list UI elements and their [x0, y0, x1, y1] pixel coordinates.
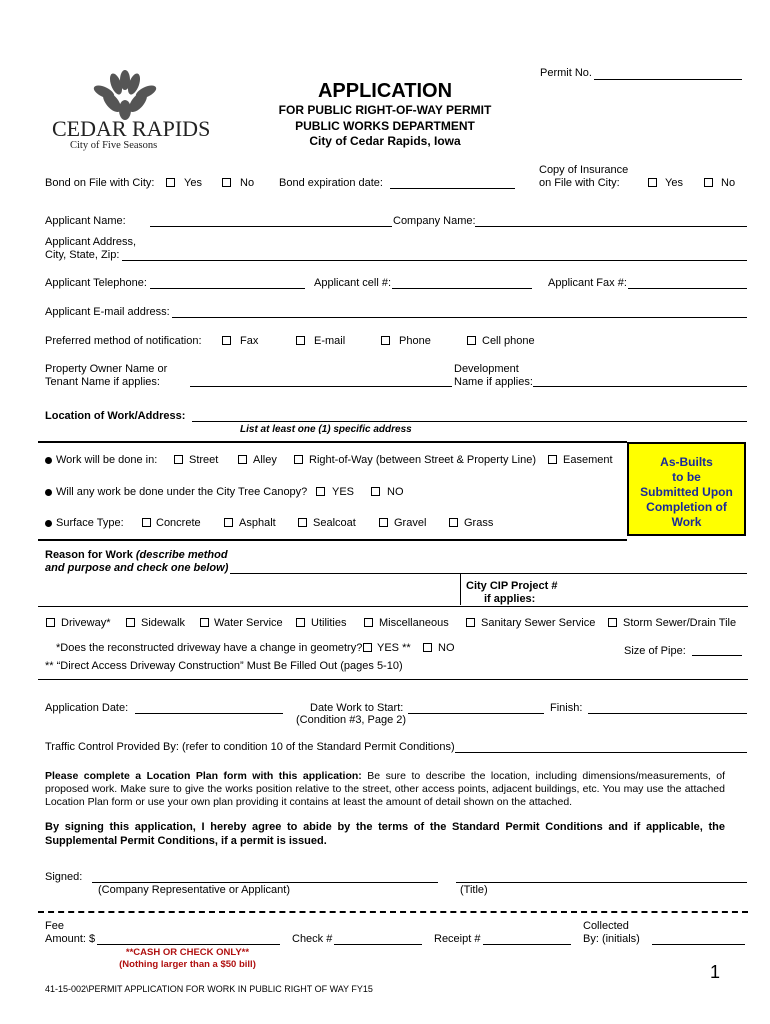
traffic-control-field[interactable] — [455, 752, 747, 753]
reason-separator — [38, 606, 748, 607]
geometry-yes-label: YES ** — [377, 642, 411, 654]
notify-fax-checkbox[interactable] — [222, 336, 231, 345]
owner-label-2: Tenant Name if applies: — [45, 376, 160, 388]
start-date-field[interactable] — [408, 713, 544, 714]
asbuilts-line-2: to be — [672, 470, 701, 484]
applicant-name-label: Applicant Name: — [45, 215, 126, 227]
company-name-label: Company Name: — [393, 215, 476, 227]
surface-asphalt-label: Asphalt — [239, 517, 276, 529]
subtitle-1: FOR PUBLIC RIGHT-OF-WAY PERMIT — [278, 103, 492, 117]
bond-no-checkbox[interactable] — [222, 178, 231, 187]
development-label-1: Development — [454, 363, 519, 375]
reason-utilities-checkbox[interactable] — [296, 618, 305, 627]
reason-sanitary-label: Sanitary Sewer Service — [481, 617, 596, 629]
office-use-dashed-divider — [38, 911, 748, 913]
location-label: Location of Work/Address: — [45, 410, 186, 422]
surface-grass-label: Grass — [464, 517, 494, 529]
address-label-2: City, State, Zip: — [45, 249, 120, 261]
application-date-field[interactable] — [135, 713, 283, 714]
email-field[interactable] — [172, 317, 747, 318]
receipt-field[interactable] — [483, 944, 571, 945]
asbuilts-notice — [627, 442, 746, 536]
bullet-icon — [45, 457, 52, 464]
work-alley-label: Alley — [253, 454, 277, 466]
signature-field[interactable] — [92, 882, 438, 883]
reason-label-2: and purpose and check one below) — [45, 562, 229, 574]
reason-water-label: Water Service — [214, 617, 283, 629]
owner-field[interactable] — [190, 386, 452, 387]
address-field[interactable] — [122, 260, 747, 261]
bond-yes-checkbox[interactable] — [166, 178, 175, 187]
insurance-no-checkbox[interactable] — [704, 178, 713, 187]
reason-utilities-label: Utilities — [311, 617, 347, 629]
applicant-name-field[interactable] — [150, 226, 392, 227]
reason-bottom-separator — [38, 679, 748, 680]
fee-label-1: Fee — [45, 920, 64, 932]
notify-fax-label: Fax — [240, 335, 259, 347]
pipe-size-label: Size of Pipe: — [624, 645, 686, 657]
location-hint: List at least one (1) specific address — [240, 424, 412, 435]
asbuilts-line-1: As-Builts — [660, 455, 713, 469]
reason-sidewalk-label: Sidewalk — [141, 617, 186, 629]
direct-access-note: ** “Direct Access Driveway Construction” Must Be Filled Out (pages 5-10) — [45, 660, 403, 672]
start-date-label: Date Work to Start: — [310, 702, 404, 714]
reason-storm-label: Storm Sewer/Drain Tile — [623, 617, 737, 629]
reason-misc-checkbox[interactable] — [364, 618, 373, 627]
bond-label: Bond on File with City: — [45, 177, 155, 189]
surface-gravel-checkbox[interactable] — [379, 518, 388, 527]
owner-label-1: Property Owner Name or — [45, 363, 168, 375]
logo-name: CEDAR RAPIDS — [52, 116, 211, 141]
reason-water-checkbox[interactable] — [200, 618, 209, 627]
canopy-no-checkbox[interactable] — [371, 487, 380, 496]
reason-driveway-checkbox[interactable] — [46, 618, 55, 627]
insurance-yes-label: Yes — [665, 177, 683, 189]
insurance-label-2: on File with City: — [539, 177, 620, 189]
form-id: 41-15-002\PERMIT APPLICATION FOR WORK IN PUBLIC RIGHT OF WAY FY15 — [45, 984, 373, 994]
finish-label: Finish: — [550, 702, 583, 714]
reason-misc-label: Miscellaneous — [379, 617, 449, 629]
insurance-no-label: No — [721, 177, 736, 189]
telephone-label: Applicant Telephone: — [45, 277, 147, 289]
geometry-question: *Does the reconstructed driveway have a change in geometry? — [56, 642, 363, 654]
bond-no-label: No — [240, 177, 255, 189]
work-easement-label: Easement — [563, 454, 613, 466]
asbuilts-line-5: Work — [671, 515, 702, 529]
work-street-label: Street — [189, 454, 219, 466]
fee-amount-field[interactable] — [97, 944, 280, 945]
bullet-icon — [45, 520, 52, 527]
notify-phone-label: Phone — [399, 335, 431, 347]
notify-phone-checkbox[interactable] — [381, 336, 390, 345]
telephone-field[interactable] — [150, 288, 305, 289]
address-label-1: Applicant Address, — [45, 236, 137, 248]
bond-expiration-field[interactable] — [390, 188, 515, 189]
work-street-checkbox[interactable] — [174, 455, 183, 464]
title-caption: (Title) — [460, 884, 488, 896]
asbuilts-line-3: Submitted Upon — [640, 485, 733, 499]
bond-expiration-label: Bond expiration date: — [279, 177, 383, 189]
work-done-in-label: Work will be done in: — [45, 454, 157, 466]
page-number: 1 — [710, 962, 721, 982]
signature-caption: (Company Representative or Applicant) — [98, 884, 290, 896]
title-field[interactable] — [456, 882, 747, 883]
city-logo — [50, 70, 211, 155]
logo-tagline: City of Five Seasons — [70, 140, 158, 151]
insurance-yes-checkbox[interactable] — [648, 178, 657, 187]
collected-field[interactable] — [652, 944, 745, 945]
company-name-field[interactable] — [475, 226, 747, 227]
canopy-yes-label: YES — [332, 486, 355, 498]
fax-label: Applicant Fax #: — [548, 277, 627, 289]
surface-sealcoat-label: Sealcoat — [313, 517, 356, 529]
cip-label-2: if applies: — [484, 593, 536, 605]
application-date-label: Application Date: — [45, 702, 129, 714]
cip-divider — [460, 574, 461, 605]
notification-label: Preferred method of notification: — [45, 335, 202, 347]
traffic-control-label: Traffic Control Provided By: (refer to condition 10 of the Standard Permit Conditions) — [45, 741, 455, 753]
canopy-question: Will any work be done under the City Tree Canopy? — [45, 486, 307, 498]
subtitle-2: PUBLIC WORKS DEPARTMENT — [295, 119, 475, 133]
signed-label: Signed: — [45, 871, 83, 883]
receipt-label: Receipt # — [434, 933, 481, 945]
reason-field[interactable] — [230, 573, 747, 574]
notify-email-checkbox[interactable] — [296, 336, 305, 345]
subtitle-3: City of Cedar Rapids, Iowa — [309, 134, 461, 148]
notify-cell-label: Cell phone — [482, 335, 535, 347]
asbuilts-line-4: Completion of — [646, 500, 727, 514]
check-field[interactable] — [334, 944, 422, 945]
geometry-yes-checkbox[interactable] — [363, 643, 372, 652]
surface-type-label: Surface Type: — [45, 517, 124, 529]
cip-label-1: City CIP Project # — [466, 580, 558, 592]
reason-sanitary-checkbox[interactable] — [466, 618, 475, 627]
canopy-yes-checkbox[interactable] — [316, 487, 325, 496]
permit-no-label: Permit No. — [540, 67, 592, 79]
surface-concrete-checkbox[interactable] — [142, 518, 151, 527]
reason-label-1: Reason for Work (describe method — [45, 549, 228, 561]
work-alley-checkbox[interactable] — [238, 455, 247, 464]
collected-label-2: By: (initials) — [583, 933, 640, 945]
reason-driveway-label: Driveway* — [61, 617, 111, 629]
surface-gravel-label: Gravel — [394, 517, 427, 529]
cash-note-2: (Nothing larger than a $50 bill) — [119, 959, 256, 970]
cell-label: Applicant cell #: — [314, 277, 392, 289]
surface-sealcoat-checkbox[interactable] — [298, 518, 307, 527]
page-title: APPLICATION — [317, 80, 453, 102]
geometry-no-label: NO — [438, 642, 455, 654]
flower-logo-icon — [90, 70, 160, 120]
cash-note-1: **CASH OR CHECK ONLY** — [125, 947, 250, 958]
start-date-note: (Condition #3, Page 2) — [296, 714, 407, 726]
development-field[interactable] — [533, 386, 747, 387]
permit-no-field[interactable] — [594, 79, 742, 80]
development-label-2: Name if applies: — [454, 376, 533, 388]
pipe-size-field[interactable] — [692, 655, 742, 656]
notify-cell-checkbox[interactable] — [467, 336, 476, 345]
geometry-no-checkbox[interactable] — [423, 643, 432, 652]
reason-sidewalk-checkbox[interactable] — [126, 618, 135, 627]
location-plan-instructions: Please complete a Location Plan form with this application: Be sure to describe the location, including dimensions/measurements, of proposed work. Make sure to give the works position relative to the street, other access points, adjacent buildings, etc. You may use the attached Location Plan form or use your own plan providing it contains at least the amount of detail shown on the attached. — [45, 770, 726, 808]
location-field[interactable] — [192, 421, 747, 422]
cell-field[interactable] — [392, 288, 532, 289]
check-label: Check # — [292, 933, 333, 945]
surface-asphalt-checkbox[interactable] — [224, 518, 233, 527]
fee-label-2: Amount: $ — [45, 933, 96, 945]
agreement-statement: By signing this application, I hereby agree to abide by the terms of the Standard Permit Conditions and if applicable, the Supplemental Permit Conditions, if a permit is issued. — [45, 821, 725, 847]
bond-yes-label: Yes — [184, 177, 202, 189]
surface-concrete-label: Concrete — [156, 517, 201, 529]
surface-grass-checkbox[interactable] — [449, 518, 458, 527]
email-label: Applicant E-mail address: — [45, 306, 170, 318]
finish-field[interactable] — [588, 713, 747, 714]
reason-storm-checkbox[interactable] — [608, 618, 617, 627]
collected-label-1: Collected — [583, 920, 629, 932]
work-easement-checkbox[interactable] — [548, 455, 557, 464]
work-row-label: Right-of-Way (between Street & Property Line) — [309, 454, 537, 466]
bullet-icon — [45, 489, 52, 496]
insurance-label-1: Copy of Insurance — [539, 164, 629, 176]
work-row-checkbox[interactable] — [294, 455, 303, 464]
canopy-no-label: NO — [387, 486, 404, 498]
notify-email-label: E-mail — [314, 335, 346, 347]
fax-field[interactable] — [628, 288, 747, 289]
